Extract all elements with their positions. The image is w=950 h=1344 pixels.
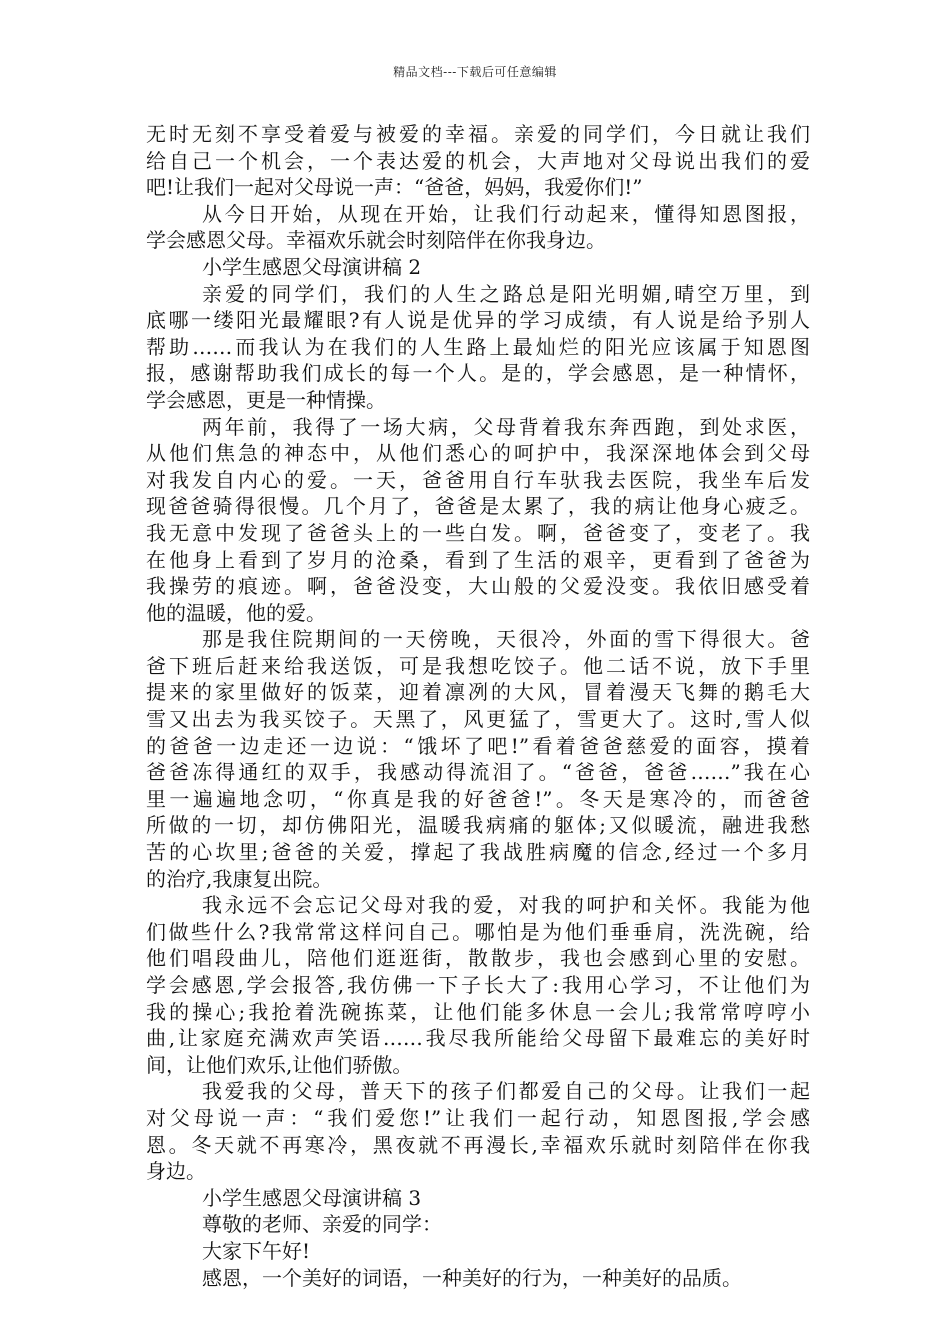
text-line: 学会感恩，更是一种情操。: [146, 387, 386, 412]
text-line: 学会感恩父母。幸福欢乐就会时刻陪伴在你我身边。: [146, 228, 606, 253]
text-line: 吧!让我们一起对父母说一声：“爸爸，妈妈，我爱你们!”: [146, 175, 643, 200]
text-line: 给自己一个机会，一个表达爱的机会，大声地对父母说出我们的爱: [146, 148, 810, 173]
text-line: 从今日开始，从现在开始，让我们行动起来，懂得知恩图报，: [202, 201, 810, 226]
text-line: 所做的一切，却仿佛阳光，温暖我病痛的躯体;又似暖流，融进我愁: [146, 813, 810, 838]
text-line: 们做些什么?我常常这样问自己。哪怕是为他们垂垂肩，洗洗碗，给: [146, 919, 810, 944]
text-line: 感恩，一个美好的词语，一种美好的行为，一种美好的品质。: [202, 1265, 742, 1290]
text-line: 身边。: [146, 1159, 206, 1184]
page-header: 精品文档---下载后可任意编辑: [393, 65, 557, 79]
text-line: 底哪一缕阳光最耀眼?有人说是优异的学习成绩，有人说是给予别人: [146, 308, 810, 333]
text-line: 的治疗,我康复出院。: [146, 866, 333, 891]
text-line: 我爱我的父母，普天下的孩子们都爱自己的父母。让我们一起: [202, 1079, 810, 1104]
text-line: 学会感恩,学会报答,我仿佛一下子长大了:我用心学习，不让他们为: [146, 973, 810, 997]
text-line: 恩。冬天就不再寒冷，黑夜就不再漫长,幸福欢乐就时刻陪伴在你我: [146, 1132, 810, 1157]
text-line: 帮助……而我认为在我们的人生路上最灿烂的阳光应该属于知恩图: [146, 334, 810, 359]
text-line: 我无意中发现了爸爸头上的一些白发。啊，爸爸变了，变老了。我: [146, 520, 810, 545]
text-line: 从他们焦急的神态中，从他们悉心的呵护中，我深深地体会到父母: [146, 441, 810, 466]
text-line: 无时无刻不享受着爱与被爱的幸福。亲爱的同学们，今日就让我们: [146, 122, 810, 146]
text-line: 我的操心;我抢着洗碗拣菜，让他们能多休息一会儿;我常常哼哼小: [146, 999, 810, 1024]
text-line: 他们唱段曲儿，陪他们逛逛街，散散步，我也会感到心里的安慰。: [146, 946, 810, 971]
text-line: 两年前，我得了一场大病，父母背着我东奔西跑，到处求医，: [202, 414, 810, 439]
text-line: 他的温暖，他的爱。: [146, 600, 326, 625]
text-line: 尊敬的老师、亲爱的同学：: [202, 1212, 442, 1237]
text-line: 我永远不会忘记父母对我的爱，对我的呵护和关怀。我能为他: [202, 893, 810, 918]
text-line: 现爸爸骑得很慢。几个月了，爸爸是太累了，我的病让他身心疲乏。: [146, 494, 810, 519]
text-line: 提来的家里做好的饭菜，迎着凛冽的大风，冒着漫天飞舞的鹅毛大: [146, 680, 810, 705]
text-line: 小学生感恩父母演讲稿 2: [202, 254, 422, 279]
text-line: 报，感谢帮助我们成长的每一个人。是的，学会感恩，是一种情怀，: [146, 361, 810, 386]
text-line: 那是我住院期间的一天傍晚，天很冷，外面的雪下得很大。爸: [202, 627, 810, 652]
text-line: 对我发自内心的爱。一天，爸爸用自行车驮我去医院，我坐车后发: [146, 467, 810, 492]
text-line: 亲爱的同学们，我们的人生之路总是阳光明媚,晴空万里，到: [202, 281, 810, 306]
text-line: 对父母说一声：“我们爱您!”让我们一起行动，知恩图报,学会感: [146, 1105, 810, 1130]
text-line: 我操劳的痕迹。啊，爸爸没变，大山般的父爱没变。我依旧感受着: [146, 574, 810, 599]
text-line: 的爸爸一边走还一边说：“饿坏了吧!”看着爸爸慈爱的面容，摸着: [146, 733, 810, 758]
text-line: 苦的心坎里;爸爸的关爱，撑起了我战胜病魔的信念,经过一个多月: [146, 840, 810, 865]
text-line: 里一遍遍地念叨，“你真是我的好爸爸!”。冬天是寒冷的，而爸爸: [146, 786, 810, 811]
text-line: 在他身上看到了岁月的沧桑，看到了生活的艰辛，更看到了爸爸为: [146, 547, 810, 572]
text-line: 曲,让家庭充满欢声笑语……我尽我所能给父母留下最难忘的美好时: [146, 1026, 810, 1051]
document-body: [146, 121, 810, 1291]
text-line: 大家下午好!: [202, 1238, 311, 1263]
text-line: 爸爸冻得通红的双手，我感动得流泪了。“爸爸，爸爸……”我在心: [146, 760, 810, 785]
text-line: 间，让他们欢乐,让他们骄傲。: [146, 1052, 413, 1077]
text-line: 小学生感恩父母演讲稿 3: [202, 1185, 422, 1210]
text-line: 雪又出去为我买饺子。天黑了，风更猛了，雪更大了。这时,雪人似: [146, 707, 810, 732]
text-line: 爸下班后赶来给我送饭，可是我想吃饺子。他二话不说，放下手里: [146, 653, 810, 678]
